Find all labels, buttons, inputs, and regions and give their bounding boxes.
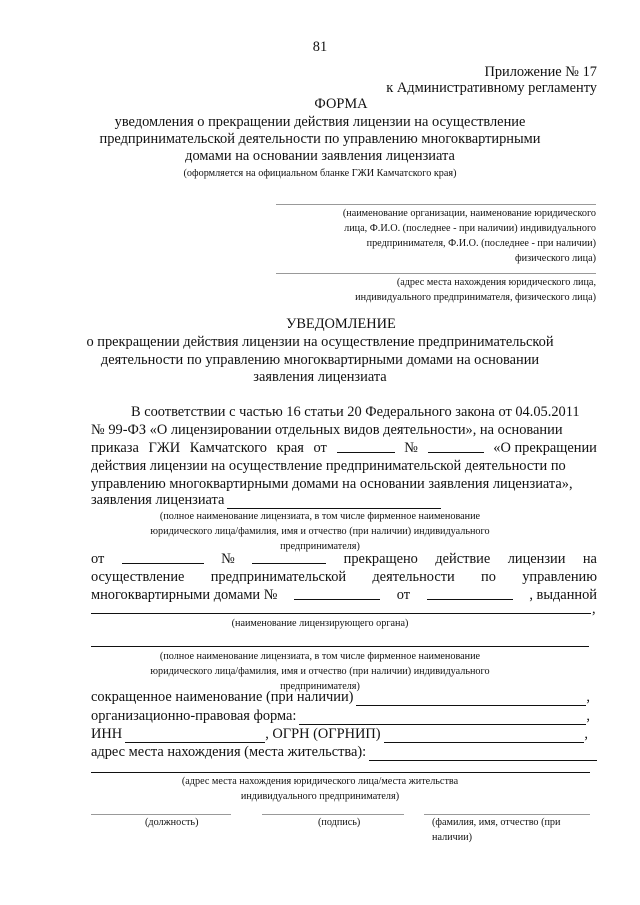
word-houses-number: многоквартирными домами № — [91, 587, 278, 603]
addressee-hint-3: предпринимателя, Ф.И.О. (последнее - при наличии) — [366, 238, 596, 249]
address-row — [91, 744, 597, 761]
body-line-7 — [91, 551, 597, 568]
appendix-regulation: к Административному регламенту — [386, 80, 597, 96]
word-conduct: осуществление — [91, 569, 185, 585]
notice-title-line-2: деятельности по управлению многоквартирными домами на основании — [100, 352, 540, 368]
authority-hint: (наименование лицензирующего органа) — [231, 618, 409, 629]
licensee-hint-1: (полное наименование лицензиата, в том числе фирменное наименование — [159, 511, 481, 522]
legal-form-comma: , — [586, 708, 590, 724]
word-issued: , выданной — [529, 587, 597, 603]
body-line-2: № 99-ФЗ «О лицензировании отдельных видов деятельности», на основании — [91, 422, 563, 438]
addressee-address-line — [276, 273, 596, 274]
licensee-full-name-blank[interactable] — [91, 646, 589, 647]
application-date-blank[interactable] — [122, 551, 204, 564]
body-line-8 — [91, 569, 597, 586]
short-name-row — [91, 689, 590, 706]
order-title-start: «О прекращении — [493, 440, 597, 456]
address-hint-line-1: (адрес места нахождения юридического лица/места жительства — [181, 776, 459, 787]
address-hint-line-2: индивидуального предпринимателя) — [240, 791, 400, 802]
legal-form-label: организационно-правовая форма: — [91, 708, 297, 724]
body-line-1: В соответствии с частью 16 статьи 20 Федерального закона от 04.05.2011 — [131, 404, 580, 420]
licensee-hint-2: юридического лица/фамилия, имя и отчество (при наличии) индивидуального — [150, 526, 490, 537]
address-hint-2: индивидуального предпринимателя, физического лица) — [355, 292, 596, 303]
inn-ogrn-row — [91, 726, 588, 743]
fio-hint-line-1 — [432, 817, 590, 828]
body-line-5: управлению многоквартирными домами на основании заявления лицензиата», — [91, 476, 573, 492]
word-stopped: прекращено — [343, 551, 418, 567]
licensee2-hint-1: (полное наименование лицензиата, в том числе фирменное наименование — [159, 651, 481, 662]
signature-hint: (подпись) — [318, 817, 361, 828]
order-number-blank[interactable] — [428, 440, 484, 453]
short-name-blank[interactable] — [356, 692, 586, 706]
license-number-blank[interactable] — [294, 587, 380, 600]
notice-title-line-3: заявления лицензиата — [253, 369, 387, 385]
body-line-6 — [91, 492, 441, 509]
address-hint-1: (адрес места нахождения юридического лица, — [396, 277, 596, 288]
word-from-3: от — [396, 587, 411, 603]
form-title-line-3: домами на основании заявления лицензиата — [185, 148, 455, 164]
short-name-label: сокращенное наименование (при наличии) — [91, 689, 354, 705]
word-number: № — [404, 440, 418, 456]
fio-hint-line-2: наличии) — [432, 832, 473, 843]
addressee-hint-1: (наименование организации, наименование юридического — [342, 208, 596, 219]
body-line-3 — [91, 440, 597, 457]
authority-comma: , — [592, 601, 596, 617]
word-activity: деятельности — [372, 569, 455, 585]
form-title-line-2: предпринимательской деятельности по управлению многоквартирными — [99, 131, 541, 147]
word-from: от — [313, 440, 327, 456]
addressee-hint-4: физического лица) — [515, 253, 596, 264]
fio-hint-text: (фамилия, имя, отчество (при — [432, 817, 561, 828]
fio-blank[interactable] — [424, 814, 590, 815]
short-name-comma: , — [586, 689, 590, 705]
addressee-name-line — [276, 204, 596, 205]
licensee-application-blank[interactable] — [227, 495, 441, 509]
legal-form-row — [91, 708, 590, 725]
body-line-4: действия лицензии на осуществление предпринимательской деятельности по — [91, 458, 566, 474]
inn-label: ИНН — [91, 726, 123, 742]
word-number-2: № — [221, 551, 235, 567]
ogrn-label: , ОГРН (ОГРНИП) — [265, 726, 381, 742]
form-label: ФОРМА — [314, 96, 368, 112]
address-blank[interactable] — [369, 747, 597, 761]
position-blank[interactable] — [91, 814, 231, 815]
inn-blank[interactable] — [125, 729, 265, 743]
word-management: управлению — [522, 569, 597, 585]
license-date-blank[interactable] — [427, 587, 513, 600]
notice-label: УВЕДОМЛЕНИЕ — [286, 316, 396, 332]
page-number: 81 — [312, 39, 328, 55]
body-line-9 — [91, 587, 597, 604]
ogrn-blank[interactable] — [384, 729, 585, 743]
licensee-application-label: заявления лицензиата — [91, 492, 225, 508]
word-from-2: от — [91, 551, 105, 567]
word-order: приказа — [91, 440, 139, 456]
notice-title-line-1: о прекращении действия лицензии на осуществление предпринимательской — [86, 334, 554, 350]
word-gzhi: ГЖИ — [148, 440, 181, 456]
addressee-hint-2: лица, Ф.И.О. (последнее - при наличии) индивидуального — [344, 223, 596, 234]
form-note: (оформляется на официальном бланке ГЖИ Камчатского края) — [183, 168, 457, 179]
address-continued-blank[interactable] — [91, 772, 590, 773]
word-by: по — [481, 569, 496, 585]
licensee2-hint-3: предпринимателя) — [280, 681, 360, 692]
form-title-line-1: уведомления о прекращении действия лицензии на осуществление — [114, 114, 526, 130]
appendix-number: Приложение № 17 — [484, 64, 597, 80]
order-date-blank[interactable] — [337, 440, 395, 453]
word-entrepreneurial: предпринимательской — [210, 569, 347, 585]
licensee2-hint-2: юридического лица/фамилия, имя и отчество (при наличии) индивидуального — [150, 666, 490, 677]
signature-blank[interactable] — [262, 814, 404, 815]
word-kamchatka: Камчатского — [189, 440, 267, 456]
authority-blank[interactable] — [91, 613, 591, 614]
word-on: на — [582, 551, 597, 567]
word-license: лицензии — [507, 551, 566, 567]
word-action: действие — [435, 551, 491, 567]
position-hint: (должность) — [145, 817, 199, 828]
licensee-hint-3: предпринимателя) — [280, 541, 360, 552]
ogrn-comma: , — [584, 726, 588, 742]
word-krai: края — [276, 440, 304, 456]
application-number-blank[interactable] — [252, 551, 326, 564]
address-label: адрес места нахождения (места жительства): — [91, 744, 367, 760]
legal-form-blank[interactable] — [299, 711, 586, 725]
